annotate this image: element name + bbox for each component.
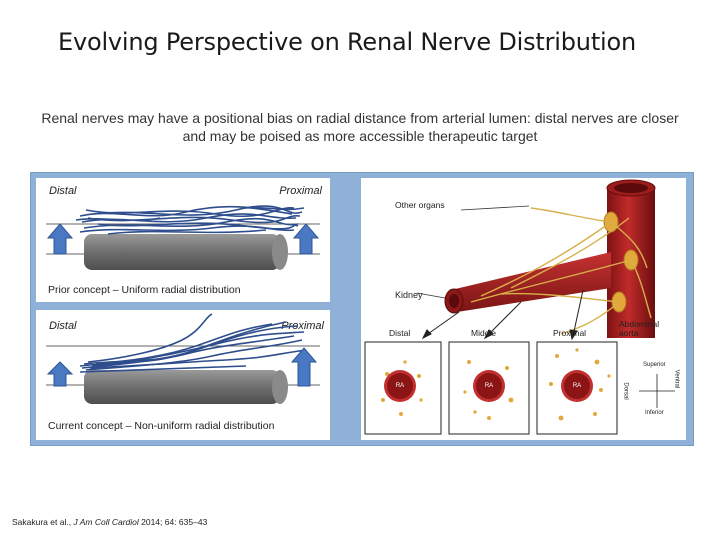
renal-artery-section-proximal: RA [564, 373, 590, 399]
proximal-label: Proximal [279, 185, 322, 197]
anatomy-panel [361, 178, 686, 440]
abdominal-aorta-label: Abdominal aorta [619, 319, 660, 338]
prior-concept-panel [36, 178, 330, 302]
ventral-label: Ventral [673, 369, 680, 389]
distal-label: Distal [49, 320, 77, 332]
current-concept-panel [36, 310, 330, 440]
renal-artery-illustration [361, 178, 686, 440]
dorsal-label: Dorsal [622, 382, 629, 400]
other-organs-label: Other organs [395, 200, 445, 210]
nerve-fibers [80, 314, 306, 372]
section-distal-label: Distal [389, 328, 411, 338]
proximal-label: Proximal [281, 320, 324, 332]
current-concept-caption: Current concept – Non-uniform radial distribution [48, 420, 275, 432]
prior-concept-caption: Prior concept – Uniform radial distribution [48, 284, 241, 296]
nerve-fibers [76, 206, 304, 234]
citation-details: 2014; 64: 635–43 [138, 517, 208, 527]
kidney-label: Kidney [395, 290, 423, 300]
inferior-label: Inferior [645, 410, 664, 416]
renal-artery-section-middle: RA [476, 373, 502, 399]
citation [12, 517, 207, 527]
section-proximal-label: Proximal [553, 328, 587, 338]
superior-label: Superior [643, 362, 666, 368]
citation-journal: J Am Coll Cardiol [73, 517, 139, 527]
renal-artery-section-distal: RA [387, 373, 413, 399]
distal-label: Distal [49, 185, 77, 197]
slide-title: Evolving Perspective on Renal Nerve Distribution [58, 28, 636, 56]
citation-authors: Sakakura et al., [12, 517, 74, 527]
slide-subtitle: Renal nerves may have a positional bias on radial distance from arterial lumen: distal nerves are closer and may be poised as more accessible therapeutic target [41, 110, 679, 144]
section-middle-label: Middle [471, 328, 497, 338]
